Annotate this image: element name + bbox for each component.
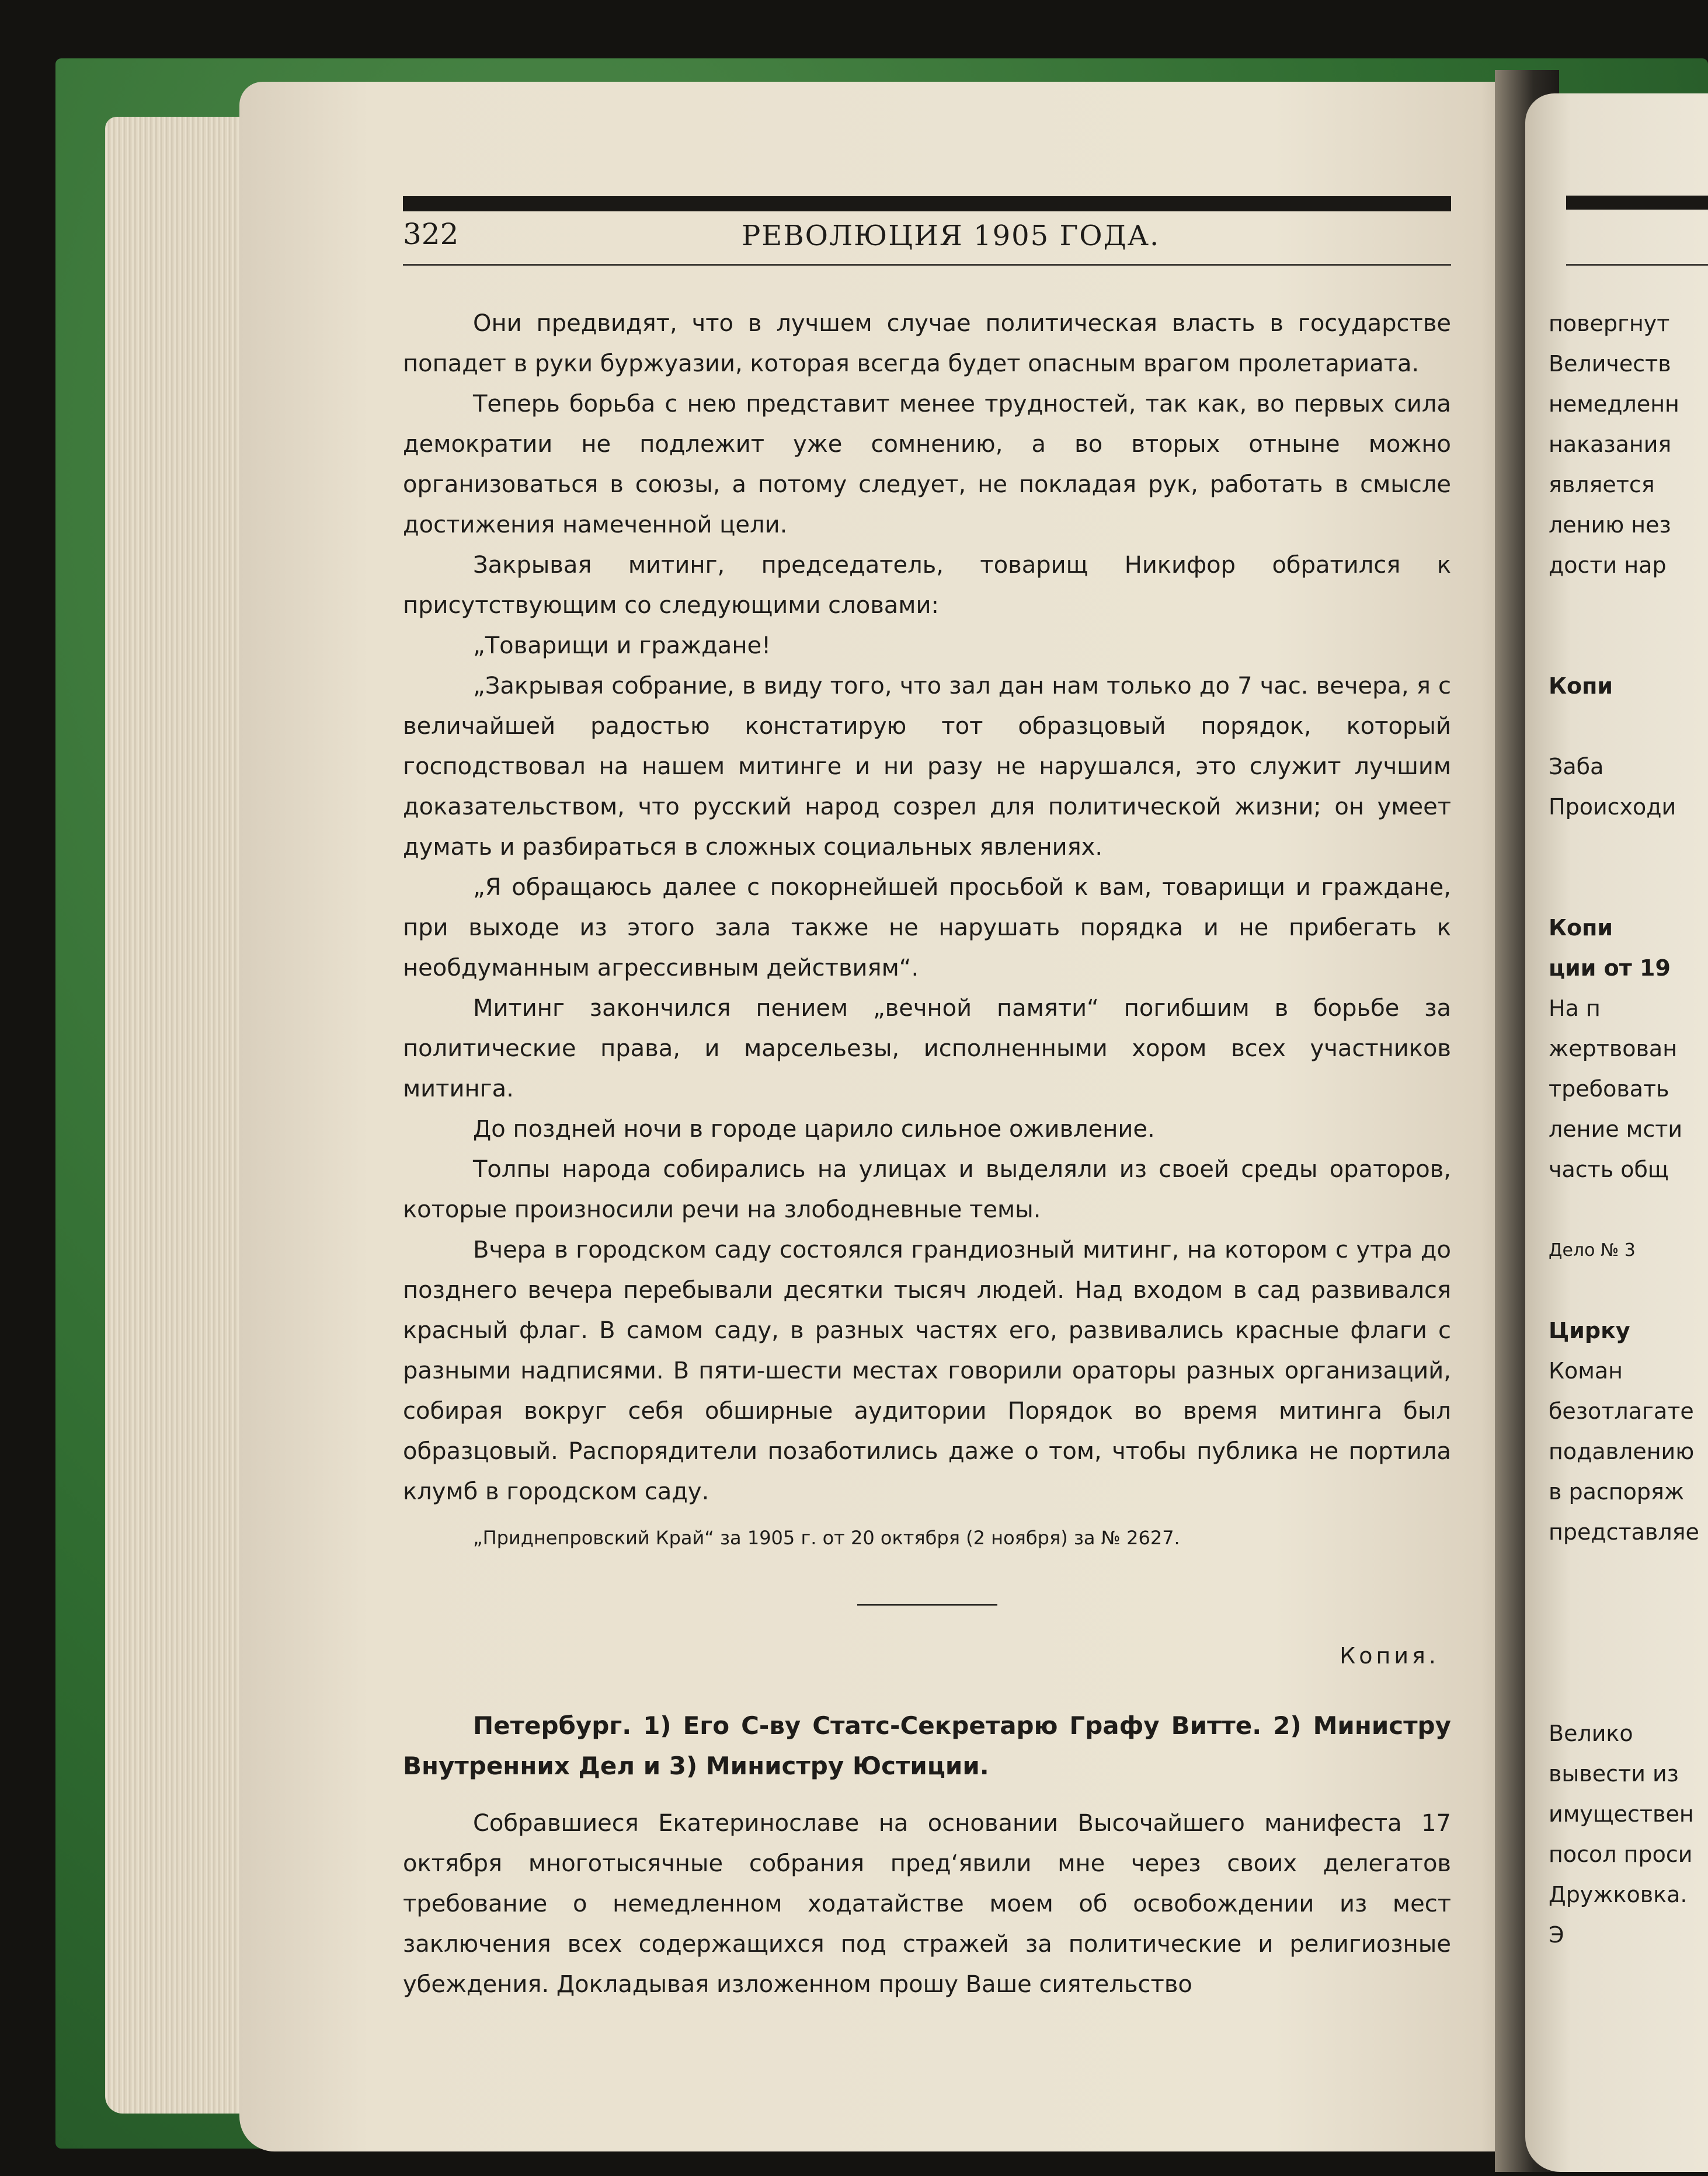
right-page-line: Происходи	[1549, 794, 1676, 820]
paragraph: До поздней ночи в городе царило сильное оживление.	[473, 1116, 1155, 1143]
right-page-line: подавлению	[1549, 1439, 1695, 1464]
right-page-line: жертвован	[1549, 1036, 1678, 1061]
right-page-line: Копи	[1549, 673, 1613, 699]
right-page-line: часть общ	[1549, 1157, 1669, 1182]
telegram-heading: Петербург. 1) Его С-ву Статс-Секретарю Графу Витте. 2) Министру Внутренних Дел и 3) Министру Юстиции.	[403, 1711, 1451, 1780]
right-page-line: наказания	[1549, 431, 1672, 457]
right-page-line	[1549, 1633, 1708, 1673]
paragraph: Вчера в городском саду состоялся грандиозный митинг, на котором с утра до позднего вечера перебывали десятки тысяч людей. Над входом в сад развивался красный флаг. В самом саду, в разных частях его, развивались красные флаги с разными надписями. В пяти-шести местах говорили ораторы разных организаций, собирая вокруг себя обширные аудитории Порядок во время митинга был образцовый. Распорядители позаботились даже о том, чтобы публика не портила клумб в городском саду.	[403, 1237, 1451, 1505]
running-head	[403, 217, 1451, 258]
right-page-line	[1549, 626, 1708, 666]
right-page-line: Копи	[1549, 915, 1613, 941]
right-page-line	[1549, 1270, 1708, 1311]
paragraph: Митинг закончился пением „вечной памяти“ погибшим в борьбе за политические права, и марсельезы, исполненными хором всех участников митинга.	[403, 995, 1451, 1102]
right-page-line: в распоряж	[1549, 1479, 1685, 1505]
right-page-line: Коман	[1549, 1358, 1623, 1384]
page-number: 322	[403, 217, 459, 251]
right-page-line: Велико	[1549, 1721, 1633, 1746]
right-page	[1525, 93, 1708, 2172]
right-page-line: вывести из	[1549, 1761, 1679, 1787]
page-edges	[105, 117, 257, 2114]
right-page-line: немедленн	[1549, 391, 1679, 417]
running-title: РЕВОЛЮЦИЯ 1905 ГОДА.	[742, 220, 1160, 252]
right-page-line: лению нез	[1549, 512, 1671, 538]
right-page-line: Заба	[1549, 754, 1604, 779]
paragraph: Толпы народа собирались на улицах и выделяли из своей среды ораторов, которые произносили речи на злободневные темы.	[403, 1156, 1451, 1223]
section-separator	[857, 1604, 997, 1606]
right-page-line	[1549, 868, 1708, 908]
right-page-line: Величеств	[1549, 351, 1671, 377]
paragraph: Собравшиеся Екатеринославе на основании Высочайшего манифеста 17 октября многотысячные собрания пред‘явили мне через своих делегатов требование о немедленном ходатайстве моем об освобождении из мест заключения всех содержащихся под стражей за политические и религиозные убеждения. Докладывая изложенном прошу Ваше сиятельство	[403, 1810, 1451, 1998]
right-page-line	[1549, 1190, 1708, 1230]
right-page-line	[1549, 1673, 1708, 1714]
body-text	[403, 304, 1451, 2005]
paragraph: „Товарищи и граждане!	[473, 632, 771, 659]
right-page-line	[1549, 586, 1708, 626]
right-page-line: Э	[1549, 1922, 1564, 1948]
header-rule-thin	[403, 264, 1451, 266]
paragraph: „Закрывая собрание, в виду того, что зал дан нам только до 7 час. вечера, я с величайшей радостью констатирую тот образцовый порядок, который господствовал на нашем митинге и ни разу не нарушался, это служит лучшим доказательством, что русский народ созрел для политической жизни; он умеет думать и разбираться в сложных социальных явлениях.	[403, 673, 1451, 861]
right-page-line	[1549, 706, 1708, 747]
right-page-line	[1549, 827, 1708, 868]
right-page-line: На п	[1549, 995, 1601, 1021]
right-header-rule-thin	[1566, 264, 1708, 266]
right-page-line	[1549, 1593, 1708, 1633]
right-page-line: повергнут	[1549, 311, 1670, 336]
right-page-line: безотлагате	[1549, 1398, 1694, 1424]
right-page-line: Дело № 3	[1549, 1240, 1636, 1261]
right-page-line	[1549, 1552, 1708, 1593]
paragraph: Они предвидят, что в лучшем случае политическая власть в государстве попадет в руки буржуазии, которая всегда будет опасным врагом пролетариата.	[403, 310, 1451, 377]
right-page-line: посол проси	[1549, 1841, 1693, 1867]
right-page-line: ление мсти	[1549, 1116, 1683, 1142]
right-page-line: дости нар	[1549, 552, 1667, 578]
copy-label: Копия.	[1340, 1643, 1439, 1669]
right-page-text	[1549, 304, 1708, 1955]
right-page-line: имуществен	[1549, 1801, 1694, 1827]
paragraph: Теперь борьба с нею представит менее трудностей, так как, во первых сила демократии не подлежит уже сомнению, а во вторых отныне можно организоваться в союзы, а потому следует, не покладая рук, работать в смысле достижения намеченной цели.	[403, 391, 1451, 538]
header-rule-thick	[403, 196, 1451, 211]
right-page-line: ции от 19	[1549, 955, 1671, 981]
paragraph: „Я обращаюсь далее с покорнейшей просьбой к вам, товарищи и граждане, при выходе из этого зала также не нарушать порядка и не прибегать к необдуманным агрессивным действиям“.	[403, 874, 1451, 981]
right-page-line: Дружковка.	[1549, 1882, 1688, 1907]
paragraph: Закрывая митинг, председатель, товарищ Никифор обратился к присутствующим со следующими словами:	[403, 552, 1451, 619]
right-page-line: является	[1549, 472, 1655, 497]
right-page-line: требовать	[1549, 1076, 1669, 1102]
right-page-line: Цирку	[1549, 1318, 1630, 1343]
right-page-line: представляе	[1549, 1519, 1699, 1545]
right-header-rule-thick	[1566, 196, 1708, 210]
source-citation: „Приднепровский Край“ за 1905 г. от 20 октября (2 ноября) за № 2627.	[473, 1527, 1180, 1549]
